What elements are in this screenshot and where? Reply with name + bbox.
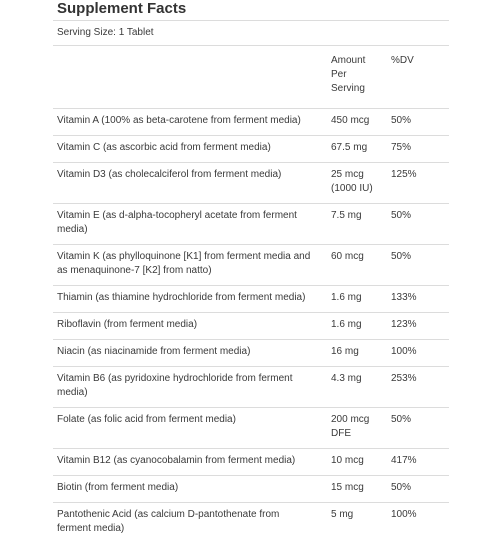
nutrient-name-line: Vitamin D3 (as cholecalciferol from ferment media) (57, 168, 327, 182)
serving-size: Serving Size: 1 Tablet (53, 21, 449, 46)
nutrient-name-line: Vitamin A (100% as beta-carotene from ferment media) (57, 114, 327, 128)
nutrient-row (53, 503, 449, 543)
nutrient-name-line: Riboflavin (from ferment media) (57, 318, 327, 332)
nutrient-amount-line: 15 mcg (331, 481, 391, 495)
nutrient-dv: 75% (391, 136, 449, 163)
nutrient-name-line: Vitamin K (as phylloquinone [K1] from ferment media and (57, 250, 327, 264)
nutrient-dv: 50% (391, 204, 449, 245)
nutrient-name-line: Thiamin (as thiamine hydrochloride from ferment media) (57, 291, 327, 305)
nutrient-row (53, 163, 449, 204)
nutrient-name-line: Vitamin E (as d-alpha-tocopheryl acetate from ferment (57, 209, 327, 223)
nutrient-amount-line: DFE (331, 427, 391, 441)
nutrient-amount-line: 200 mcg (331, 413, 391, 427)
nutrient-name (53, 136, 331, 163)
serving-size-row (53, 21, 449, 46)
nutrient-amount (331, 476, 391, 503)
nutrient-name (53, 313, 331, 340)
nutrient-dv: 50% (391, 408, 449, 449)
nutrient-row (53, 408, 449, 449)
nutrient-amount-line: 450 mcg (331, 114, 391, 128)
amount-header-line: Amount (331, 54, 391, 68)
nutrient-row (53, 340, 449, 367)
nutrient-amount-line: 25 mcg (331, 168, 391, 182)
nutrient-dv: 50% (391, 245, 449, 286)
nutrient-dv: 123% (391, 313, 449, 340)
nutrient-name-line: Vitamin B6 (as pyridoxine hydrochloride from ferment (57, 372, 327, 386)
nutrient-dv: 100% (391, 340, 449, 367)
nutrient-row (53, 367, 449, 408)
nutrient-row (53, 313, 449, 340)
nutrient-row (53, 476, 449, 503)
nutrient-amount (331, 245, 391, 286)
nutrient-row (53, 204, 449, 245)
nutrient-amount-line: 67.5 mg (331, 141, 391, 155)
nutrient-amount-line: 60 mcg (331, 250, 391, 264)
nutrient-amount (331, 449, 391, 476)
nutrient-amount (331, 367, 391, 408)
header-row (53, 46, 449, 109)
nutrient-name (53, 503, 331, 543)
nutrient-amount-line: 1.6 mg (331, 291, 391, 305)
nutrient-name (53, 109, 331, 136)
nutrient-name (53, 476, 331, 503)
nutrient-dv: 125% (391, 163, 449, 204)
page-title: Supplement Facts (57, 0, 186, 18)
nutrient-amount-line: 7.5 mg (331, 209, 391, 223)
nutrient-amount (331, 286, 391, 313)
nutrient-row (53, 286, 449, 313)
nutrient-name-line: Niacin (as niacinamide from ferment media) (57, 345, 327, 359)
nutrient-name (53, 340, 331, 367)
nutrient-name-line: ferment media) (57, 522, 327, 536)
nutrient-amount (331, 408, 391, 449)
nutrient-name-line: Pantothenic Acid (as calcium D-pantothenate from (57, 508, 327, 522)
supplement-facts-table (53, 20, 449, 543)
nutrient-row (53, 245, 449, 286)
nutrient-amount-line: 4.3 mg (331, 372, 391, 386)
nutrient-name-line: Folate (as folic acid from ferment media) (57, 413, 327, 427)
nutrient-dv: 50% (391, 476, 449, 503)
nutrient-amount (331, 340, 391, 367)
nutrient-name-line: media) (57, 223, 327, 237)
nutrient-name-line: as menaquinone-7 [K2] from natto) (57, 264, 327, 278)
nutrient-amount-line: 5 mg (331, 508, 391, 522)
amount-header-line: Serving (331, 82, 391, 96)
nutrient-amount (331, 313, 391, 340)
nutrient-row (53, 136, 449, 163)
amount-header (331, 46, 391, 109)
nutrient-row (53, 449, 449, 476)
nutrient-amount (331, 163, 391, 204)
nutrient-dv: 133% (391, 286, 449, 313)
nutrient-dv: 253% (391, 367, 449, 408)
nutrient-name (53, 163, 331, 204)
nutrient-amount (331, 109, 391, 136)
nutrient-amount-line: 1.6 mg (331, 318, 391, 332)
nutrient-row (53, 109, 449, 136)
nutrient-amount (331, 503, 391, 543)
nutrient-name (53, 245, 331, 286)
nutrient-amount (331, 136, 391, 163)
nutrient-amount (331, 204, 391, 245)
nutrient-dv: 100% (391, 503, 449, 543)
nutrient-amount-line: (1000 IU) (331, 182, 391, 196)
nutrient-name (53, 286, 331, 313)
nutrient-amount-line: 10 mcg (331, 454, 391, 468)
nutrient-name-line: Vitamin B12 (as cyanocobalamin from ferment media) (57, 454, 327, 468)
nutrient-dv: 417% (391, 449, 449, 476)
nutrient-name-line: Vitamin C (as ascorbic acid from ferment media) (57, 141, 327, 155)
nutrient-name (53, 204, 331, 245)
header-blank (53, 46, 331, 109)
nutrient-name (53, 367, 331, 408)
nutrient-name (53, 408, 331, 449)
dv-header: %DV (391, 46, 449, 109)
nutrient-name-line: Biotin (from ferment media) (57, 481, 327, 495)
nutrient-dv: 50% (391, 109, 449, 136)
nutrient-name (53, 449, 331, 476)
amount-header-line: Per (331, 68, 391, 82)
nutrient-name-line: media) (57, 386, 327, 400)
nutrient-amount-line: 16 mg (331, 345, 391, 359)
